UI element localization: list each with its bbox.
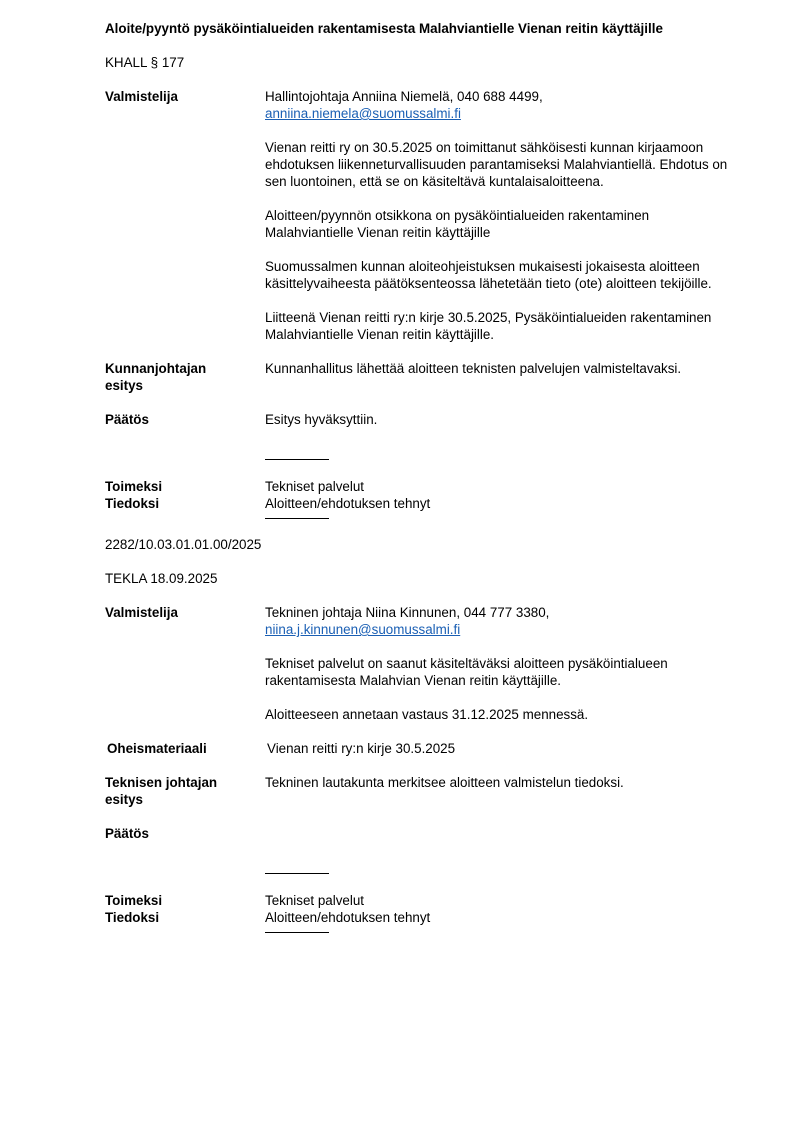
tekla-paragraph: Aloitteeseen annetaan vastaus 31.12.2025 mennessä. — [265, 707, 589, 722]
tekla-reference: TEKLA 18.09.2025 — [105, 571, 218, 586]
khall-paragraph: Suomussalmen kunnan aloiteohjeistuksen mukaisesti jokaisesta aloitteen käsittelyvaiheesta päätöksenteossa lähetetään tieto (ote) aloitteen tekijöille. — [265, 259, 712, 291]
khall-tiedoksi-text: Aloitteen/ehdotuksen tehnyt — [265, 496, 431, 511]
tekla-oheismateriaali-text: Vienan reitti ry:n kirje 30.5.2025 — [267, 741, 456, 756]
khall-esitys-label-line1: Kunnanjohtajan — [105, 361, 207, 376]
tekla-toimeksi-text: Tekniset palvelut — [265, 893, 364, 908]
tekla-paatos-row — [105, 825, 735, 842]
separator-line — [265, 873, 329, 874]
khall-tiedoksi-label: Tiedoksi — [105, 496, 160, 511]
khall-tiedoksi-row — [105, 495, 735, 512]
tekla-toimeksi-row — [105, 892, 735, 909]
tekla-toimeksi-label: Toimeksi — [105, 893, 163, 908]
tekla-tiedoksi-text: Aloitteen/ehdotuksen tehnyt — [265, 910, 431, 925]
khall-esitys-row — [105, 360, 735, 394]
tekla-tiedoksi-row — [105, 909, 735, 926]
khall-toimeksi-text: Tekniset palvelut — [265, 479, 364, 494]
tekla-valmistelija-name: Tekninen johtaja Niina Kinnunen, 044 777 3380, — [265, 605, 550, 620]
separator-line — [265, 932, 329, 933]
khall-valmistelija-label: Valmistelija — [105, 89, 178, 104]
khall-paatos-row — [105, 411, 735, 428]
tekla-paragraph: Tekniset palvelut on saanut käsiteltäväksi aloitteen pysäköintialueen rakentamisesta Malahvian Vienan reitin käyttäjille. — [265, 656, 668, 688]
tekla-oheismateriaali-row — [105, 740, 735, 757]
tekla-esitys-label-line1: Teknisen johtajan — [105, 775, 218, 790]
khall-valmistelija-email-link[interactable]: anniina.niemela@suomussalmi.fi — [265, 106, 461, 121]
khall-toimeksi-row — [105, 478, 735, 495]
khall-paatos-text: Esitys hyväksyttiin. — [265, 412, 378, 427]
khall-paragraph: Vienan reitti ry on 30.5.2025 on toimittanut sähköisesti kunnan kirjaamoon ehdotuksen liikenneturvallisuuden parantamiseksi Malahviantiellä. Ehdotus on sen luontoinen, että se on käsiteltävä kuntalaisaloitteena. — [265, 140, 728, 189]
khall-paragraph: Aloitteen/pyynnön otsikkona on pysäköintialueiden rakentaminen Malahviantielle Vienan reitin käyttäjille — [265, 208, 650, 240]
khall-paragraph: Liitteenä Vienan reitti ry:n kirje 30.5.2025, Pysäköintialueiden rakentaminen Malahviantielle Vienan reitin käyttäjille. — [265, 310, 712, 342]
tekla-valmistelija-row — [105, 604, 735, 723]
tekla-valmistelija-content — [265, 604, 735, 723]
document-page — [105, 20, 735, 933]
tekla-tiedoksi-label: Tiedoksi — [105, 910, 160, 925]
khall-reference: KHALL § 177 — [105, 55, 185, 70]
tekla-esitys-text: Tekninen lautakunta merkitsee aloitteen valmistelun tiedoksi. — [265, 775, 624, 790]
tekla-valmistelija-label: Valmistelija — [105, 605, 178, 620]
tekla-paatos-label: Päätös — [105, 826, 149, 841]
khall-esitys-label-line2: esitys — [105, 378, 143, 393]
khall-separator-row-top — [105, 459, 735, 460]
tekla-separator-row-bottom — [105, 932, 735, 933]
tekla-valmistelija-email-link[interactable]: niina.j.kinnunen@suomussalmi.fi — [265, 622, 461, 637]
tekla-esitys-label — [105, 774, 265, 808]
diary-number: 2282/10.03.01.01.00/2025 — [105, 537, 262, 552]
separator-line — [265, 518, 329, 519]
document-title: Aloite/pyyntö pysäköintialueiden rakentamisesta Malahviantielle Vienan reitin käyttäjille — [105, 21, 663, 36]
khall-valmistelija-content — [265, 88, 735, 343]
khall-valmistelija-name: Hallintojohtaja Anniina Niemelä, 040 688 4499, — [265, 89, 543, 104]
tekla-esitys-row — [105, 774, 735, 808]
tekla-oheismateriaali-label: Oheismateriaali — [107, 741, 207, 756]
tekla-separator-row-top — [105, 873, 735, 874]
khall-separator-row-bottom — [105, 518, 735, 519]
khall-paatos-label: Päätös — [105, 412, 149, 427]
khall-valmistelija-row — [105, 88, 735, 343]
khall-toimeksi-label: Toimeksi — [105, 479, 163, 494]
khall-esitys-text: Kunnanhallitus lähettää aloitteen teknisten palvelujen valmisteltavaksi. — [265, 361, 682, 376]
tekla-esitys-label-line2: esitys — [105, 792, 143, 807]
separator-line — [265, 459, 329, 460]
khall-esitys-label — [105, 360, 265, 394]
